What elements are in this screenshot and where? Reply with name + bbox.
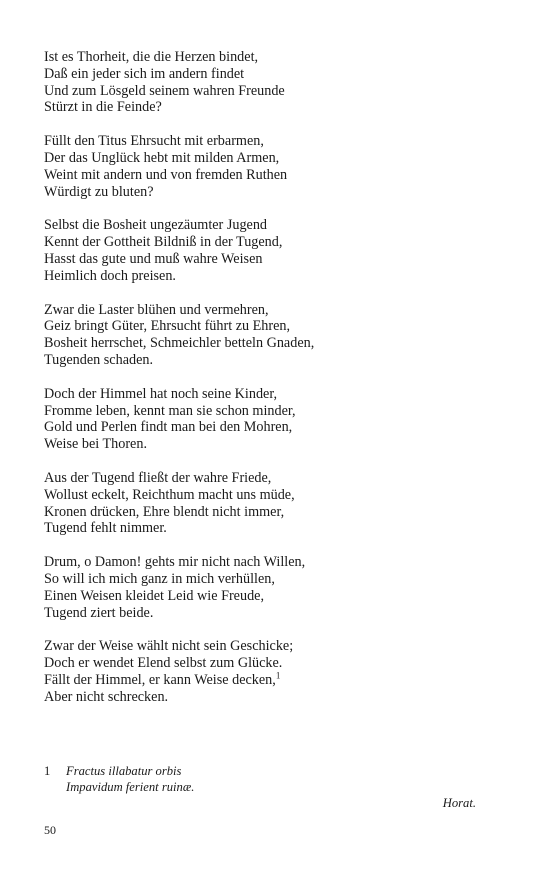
- poem-line: Drum, o Damon! gehts mir nicht nach Willen,: [44, 554, 306, 571]
- poem-line: Kronen drücken, Ehre blendt nicht immer,: [44, 503, 285, 520]
- stanza-4: [44, 302, 484, 369]
- poem-line: Tugend fehlt nimmer.: [44, 520, 167, 537]
- poem: [44, 49, 484, 723]
- poem-line: Geiz bringt Güter, Ehrsucht führt zu Ehren,: [44, 318, 291, 335]
- poem-line: Heimlich doch preisen.: [44, 267, 176, 284]
- poem-line: Kennt der Gottheit Bildniß in der Tugend,: [44, 234, 283, 251]
- stanza-2: [44, 133, 484, 200]
- poem-line: Doch er wendet Elend selbst zum Glücke.: [44, 655, 283, 672]
- poem-line: Stürzt in die Feinde?: [44, 99, 162, 116]
- poem-line: Weise bei Thoren.: [44, 436, 147, 453]
- poem-line: Füllt den Titus Ehrsucht mit erbarmen,: [44, 133, 264, 150]
- poem-line: Doch der Himmel hat noch seine Kinder,: [44, 385, 278, 402]
- poem-line: Und zum Lösgeld seinem wahren Freunde: [44, 82, 285, 99]
- footnote-line: Impavidum ferient ruinæ.: [66, 780, 195, 794]
- footnote: [44, 763, 476, 811]
- footnote-reference[interactable]: 1: [275, 670, 281, 681]
- poem-line: Daß ein jeder sich im andern findet: [44, 65, 245, 82]
- stanza-8: [44, 638, 484, 705]
- poem-line: Wollust eckelt, Reichthum macht uns müde,: [44, 486, 295, 503]
- poem-line: Würdigt zu bluten?: [44, 183, 154, 200]
- poem-line: So will ich mich ganz in mich verhüllen,: [44, 570, 275, 587]
- poem-line: Zwar die Laster blühen und vermehren,: [44, 301, 269, 318]
- poem-line: Einen Weisen kleidet Leid wie Freude,: [44, 587, 265, 604]
- footnote-attribution: Horat.: [442, 796, 476, 810]
- poem-line-with-footnote: [44, 672, 484, 689]
- poem-line-text: Fällt der Himmel, er kann Weise decken,: [44, 671, 276, 688]
- poem-line: Hasst das gute und muß wahre Weisen: [44, 250, 263, 267]
- poem-line: Bosheit herrschet, Schmeichler betteln Gnaden,: [44, 335, 315, 352]
- stanza-3: [44, 217, 484, 284]
- stanza-7: [44, 554, 484, 621]
- stanza-1: [44, 49, 484, 116]
- poem-line: Aber nicht schrecken.: [44, 688, 169, 705]
- stanza-6: [44, 470, 484, 537]
- poem-line: Zwar der Weise wählt nicht sein Geschicke;: [44, 638, 294, 655]
- poem-line: Gold und Perlen findt man bei den Mohren,: [44, 419, 293, 436]
- footnote-text: [66, 763, 194, 795]
- footnote-row: [44, 763, 476, 795]
- poem-line: Fromme leben, kennt man sie schon minder,: [44, 402, 296, 419]
- poem-line: Tugend ziert beide.: [44, 604, 154, 621]
- footnote-number: 1: [44, 764, 51, 778]
- poem-line: Ist es Thorheit, die die Herzen bindet,: [44, 49, 259, 65]
- poem-line: Tugenden schaden.: [44, 351, 154, 368]
- page-number: 50: [44, 823, 56, 837]
- stanza-5: [44, 386, 484, 453]
- poem-line: Weint mit andern und von fremden Ruthen: [44, 166, 288, 183]
- poem-line: Selbst die Bosheit ungezäumter Jugend: [44, 217, 268, 234]
- poem-line: Aus der Tugend fließt der wahre Friede,: [44, 469, 272, 486]
- footnote-line: Fractus illabatur orbis: [66, 764, 182, 778]
- poem-line: Der das Unglück hebt mit milden Armen,: [44, 149, 280, 166]
